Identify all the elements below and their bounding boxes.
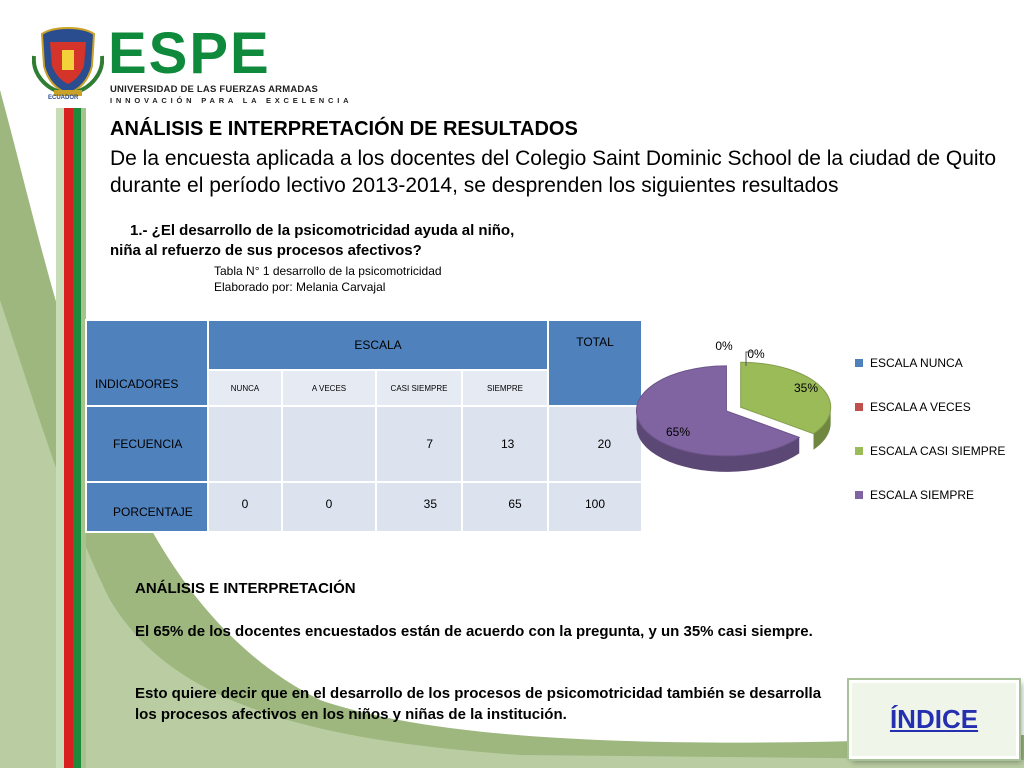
pie-data-label-3: 65% [665,425,691,439]
results-table [85,319,643,533]
pie-chart [630,330,860,490]
analysis-title: ANÁLISIS E INTERPRETACIÓN [135,580,356,597]
header-a-veces: A VECES [282,370,376,406]
intro-text: De la encuesta aplicada a los docentes del Colegio Saint Dominic School de la ciudad de Quito durante el período lectivo 2013-2014, se desprenden los siguientes resultados [110,147,997,197]
cell-frecuencia-nunca [208,406,282,482]
legend-label: ESCALA NUNCA [870,356,963,370]
legend-swatch [855,447,863,455]
index-button-label[interactable]: ÍNDICE [889,704,979,734]
legend-label: ESCALA A VECES [870,400,971,414]
question-text: 1.- ¿El desarrollo de la psicomotricidad ayuda al niño, niña al refuerzo de sus procesos afectivos? [110,222,515,259]
cell-porcentaje-casi-siempre: 35 [376,482,462,532]
table-caption-title: Tabla N° 1 desarrollo de la psicomotricidad [214,264,442,278]
header-total: TOTAL [548,320,642,406]
university-tagline: INNOVACIÓN PARA LA EXCELENCIA [110,96,353,105]
table-row [86,482,642,532]
table-caption-author: Elaborado por: Melania Carvajal [214,280,386,294]
header-casi-siempre: CASI SIEMPRE [376,370,462,406]
header-nunca: NUNCA [208,370,282,406]
brand-logo [108,21,353,105]
cell-frecuencia-total: 20 [548,406,642,482]
page-title: ANÁLISIS E INTERPRETACIÓN DE RESULTADOS [110,118,578,140]
row-label-frecuencia: FECUENCIA [86,406,208,482]
cell-frecuencia-a-veces [282,406,376,482]
legend-label: ESCALA SIEMPRE [870,488,975,502]
legend-swatch [855,403,863,411]
analysis-paragraph-1: El 65% de los docentes encuestados están de acuerdo con la pregunta, y un 35% casi siempre. [135,623,813,640]
cell-porcentaje-nunca: 0 [208,482,282,532]
university-crest-icon [32,26,104,104]
cell-porcentaje-a-veces: 0 [282,482,376,532]
cell-porcentaje-siempre: 65 [462,482,548,532]
pie-data-label-2: 35% [793,381,819,395]
brand-word: ESPE [108,21,271,86]
header-siempre: SIEMPRE [462,370,548,406]
cell-frecuencia-casi-siempre: 7 [376,406,462,482]
row-label-porcentaje: PORCENTAJE [86,482,208,532]
index-button[interactable] [849,680,1019,759]
table-caption [214,263,442,295]
legend-label: ESCALA CASI SIEMPRE [870,444,1006,458]
pie-data-label-0: 0% [715,339,733,353]
university-name: UNIVERSIDAD DE LAS FUERZAS ARMADAS [110,84,319,95]
table-row [86,406,642,482]
crest-label: ECUADOR [48,95,79,101]
legend-swatch [855,491,863,499]
cell-porcentaje-total: 100 [548,482,642,532]
header-escala: ESCALA [208,320,548,370]
analysis-paragraph-2: Esto quiere decir que en el desarrollo de los procesos de psicomotricidad también se desarrolla los procesos afectivos en los niños y niñas de la institución. [135,685,822,723]
legend-swatch [855,359,863,367]
pie-data-label-1: 0% [747,347,765,361]
cell-frecuencia-siempre: 13 [462,406,548,482]
header-indicadores: INDICADORES [86,320,208,406]
